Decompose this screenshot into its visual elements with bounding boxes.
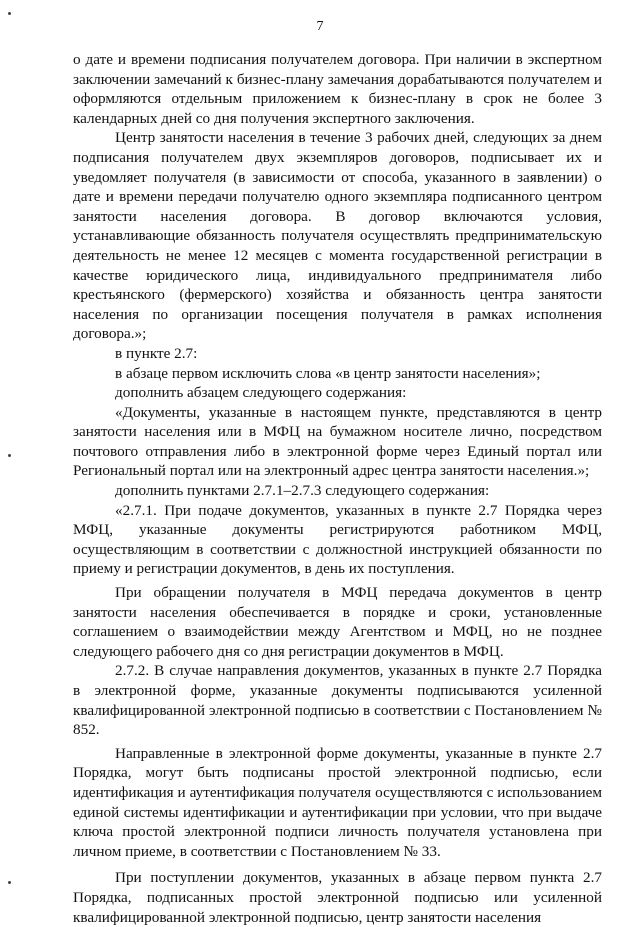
paragraph: «2.7.1. При подаче документов, указанных в пункте 2.7 Порядка через МФЦ, указанные документы регистрируются работником МФЦ, осуществляющим в соответствии с должностной инструкцией обязанности по приему и регистрации документов, в день их поступления.	[73, 501, 602, 578]
paragraph: в пункте 2.7:	[115, 344, 198, 362]
paragraph-continuation: о дате и времени подписания получателем договора. При наличии в экспертном заключении замечаний к бизнес-плану замечания дорабатываются получателем и оформляются отдельным приложением к бизнес-плану в срок не более 3 календарных дней со дня получения экспертного заключения.	[73, 51, 602, 127]
scan-mark	[8, 12, 11, 15]
document-body	[73, 50, 602, 927]
paragraph: 2.7.2. В случае направления документов, указанных в пункте 2.7 Порядка в электронной форме, указанные документы подписываются усиленной квалифицированной электронной подписью в соответствии с Постановлением № 852.	[73, 662, 602, 739]
scan-mark	[8, 881, 11, 884]
paragraph: При поступлении документов, указанных в абзаце первом пункта 2.7 Порядка, подписанных простой электронной подписью или усиленной квалифицированной электронной подписью, центр занятости населения	[73, 869, 602, 926]
paragraph: дополнить пунктами 2.7.1–2.7.3 следующего содержания:	[115, 482, 490, 500]
scan-mark	[8, 454, 11, 457]
page-number: 7	[316, 19, 324, 34]
paragraph: дополнить абзацем следующего содержания:	[115, 384, 407, 402]
paragraph: Направленные в электронной форме документы, указанные в пункте 2.7 Порядка, могут быть подписаны простой электронной подписью, если идентификация и аутентификация получателя осуществляются с использованием единой системы идентификации и аутентификации при условии, что при выдаче ключа простой электронной подписи личность получателя установлена при личном приеме, в соответствии с Постановлением № 33.	[73, 744, 602, 860]
paragraph: Центр занятости населения в течение 3 рабочих дней, следующих за днем подписания получателем двух экземпляров договоров, подписывает их и уведомляет получателя (в зависимости от способа, указанного в заявлении) о дате и времени передачи получателю одного экземпляра подписанного центром занятости населения договора. В договор включаются условия, устанавливающие обязанность получателя осуществлять предпринимательскую деятельность не менее 12 месяцев с момента государственной регистрации в качестве юридического лица, индивидуального предпринимателя либо крестьянского (фермерского) хозяйства и обязанность центра занятости населения по организации посещения получателя в рамках исполнения договора.»;	[73, 129, 602, 343]
paragraph: «Документы, указанные в настоящем пункте, представляются в центр занятости населения или в МФЦ на бумажном носителе лично, посредством почтового отправления либо в электронной форме через Единый портал или Региональный портал или на электронный адрес центра занятости населения.»;	[73, 403, 602, 480]
paragraph: При обращении получателя в МФЦ передача документов в центр занятости населения обеспечивается в порядке и сроки, установленные соглашением о взаимодействии между Агентством и МФЦ, но не позднее следующего рабочего дня со дня регистрации документов в МФЦ.	[73, 584, 602, 660]
paragraph: в абзаце первом исключить слова «в центр занятости населения»;	[115, 364, 541, 382]
